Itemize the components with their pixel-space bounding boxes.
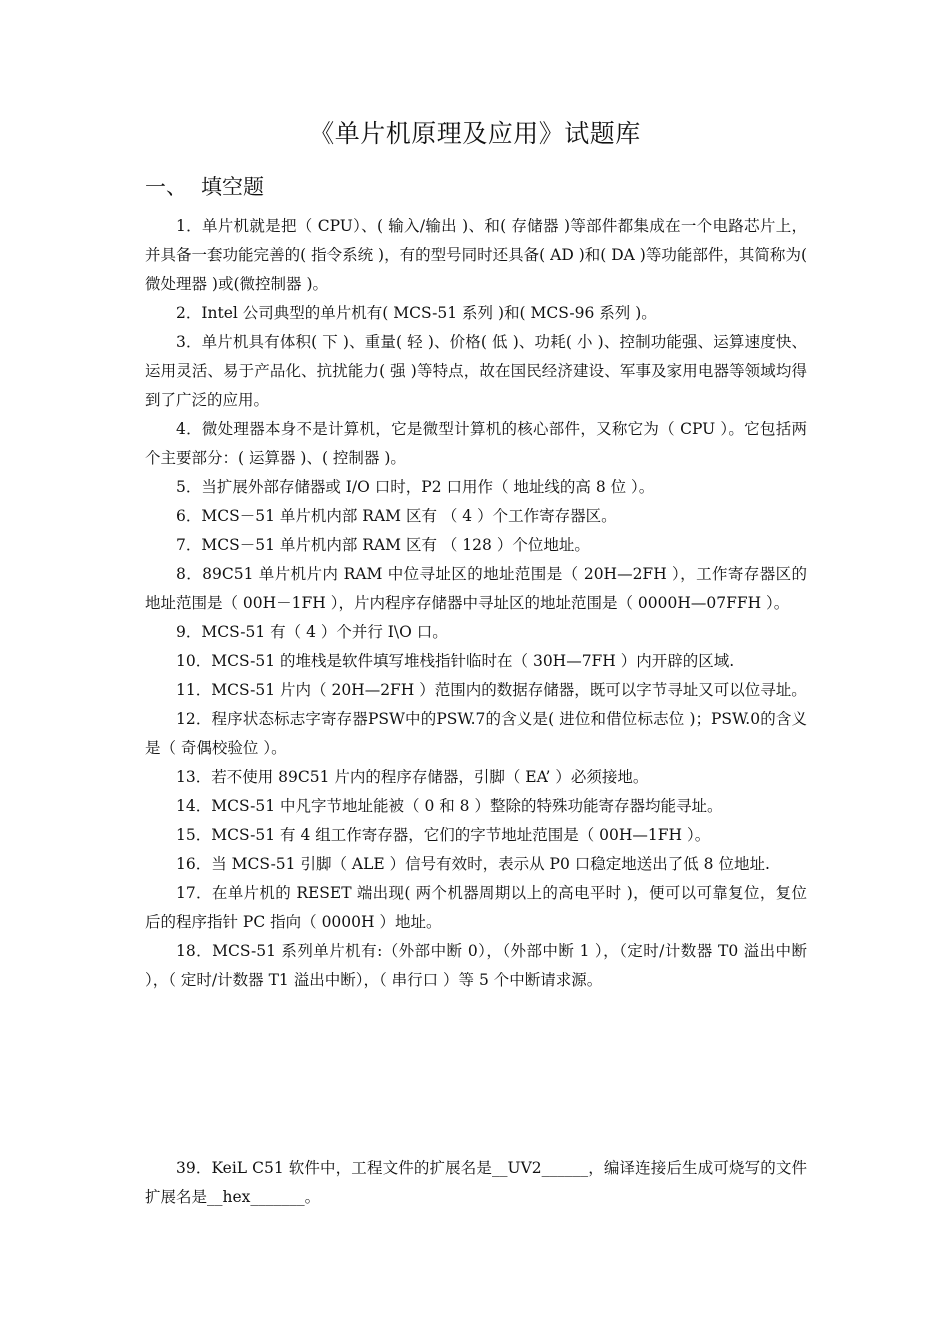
question-item: 7．MCS－51 单片机内部 RAM 区有 （ 128 ）个位地址。: [176, 536, 590, 554]
section-number: 一、: [145, 175, 187, 199]
question-item: 12．程序状态标志字寄存器PSW中的PSW.7的含义是( 进位和借位标志位 )；PSW.0的含义是（ 奇偶校验位 ）。: [145, 710, 807, 757]
section-heading: [145, 173, 264, 201]
question-item: 8．89C51 单片机片内 RAM 中位寻址区的地址范围是（ 20H—2FH ），工作寄存器区的地址范围是（ 00H－1FH ），片内程序存储器中寻址区的地址范围是（ 0000H—07FFH ）。: [145, 565, 807, 612]
question-item: 9．MCS-51 有（ 4 ）个并行 I\O 口。: [176, 623, 448, 641]
question-item: 13．若不使用 89C51 片内的程序存储器，引脚（ EA’ ）必须接地。: [176, 768, 649, 786]
section-title: 填空题: [201, 175, 264, 199]
question-item: 15．MCS-51 有 4 组工作寄存器，它们的字节地址范围是（ 00H—1FH ）。: [176, 826, 711, 844]
question-item-39: 39．KeiL C51 软件中，工程文件的扩展名是__UV2______，编译连接后生成可烧写的文件扩展名是__hex_______。: [145, 1159, 807, 1206]
question-item: 2．Intel 公司典型的单片机有( MCS-51 系列 )和( MCS-96 系列 )。: [176, 304, 657, 322]
question-item: 5．当扩展外部存储器或 I/O 口时，P2 口用作（ 地址线的高 8 位 ）。: [176, 478, 655, 496]
question-item: 3．单片机具有体积( 下 )、重量( 轻 )、价格( 低 )、功耗( 小 )、控制功能强、运算速度快、运用灵活、易于产品化、抗扰能力( 强 )等特点，故在国民经济建设、军事及家用电器等领域均得到了广泛的应用。: [145, 333, 807, 409]
question-item: 11．MCS-51 片内（ 20H—2FH ）范围内的数据存储器，既可以字节寻址又可以位寻址。: [176, 681, 807, 699]
question-item: 6．MCS－51 单片机内部 RAM 区有 （ 4 ）个工作寄存器区。: [176, 507, 617, 525]
question-item: 14．MCS-51 中凡字节地址能被（ 0 和 8 ）整除的特殊功能寄存器均能寻址。: [176, 797, 723, 815]
question-item: 1．单片机就是把（ CPU）、( 输入/输出 )、和( 存储器 )等部件都集成在一个电路芯片上，并具备一套功能完善的( 指令系统 )，有的型号同时还具备( AD )和( DA )等功能部件，其简称为( 微处理器 )或(微控制器 )。: [145, 217, 807, 293]
question-item: 10．MCS-51 的堆栈是软件填写堆栈指针临时在（ 30H—7FH ）内开辟的区域.: [176, 652, 735, 670]
question-list: [145, 212, 807, 995]
question-item: 16．当 MCS-51 引脚（ ALE ）信号有效时，表示从 P0 口稳定地送出了低 8 位地址.: [176, 855, 770, 873]
question-item: 18．MCS-51 系列单片机有:（外部中断 0），（外部中断 1 ），（定时/计数器 T0 溢出中断 ），（ 定时/计数器 T1 溢出中断），（ 串行口 ）等 5 个中断请求源。: [145, 942, 807, 989]
question-item: 4．微处理器本身不是计算机，它是微型计算机的核心部件，又称它为（ CPU ）。它包括两个主要部分：( 运算器 )、( 控制器 )。: [145, 420, 807, 467]
question-item: 17．在单片机的 RESET 端出现( 两个机器周期以上的高电平时 )，便可以可靠复位，复位后的程序指针 PC 指向（ 0000H ）地址。: [145, 884, 807, 931]
document-title: 《单片机原理及应用》试题库: [309, 119, 641, 148]
